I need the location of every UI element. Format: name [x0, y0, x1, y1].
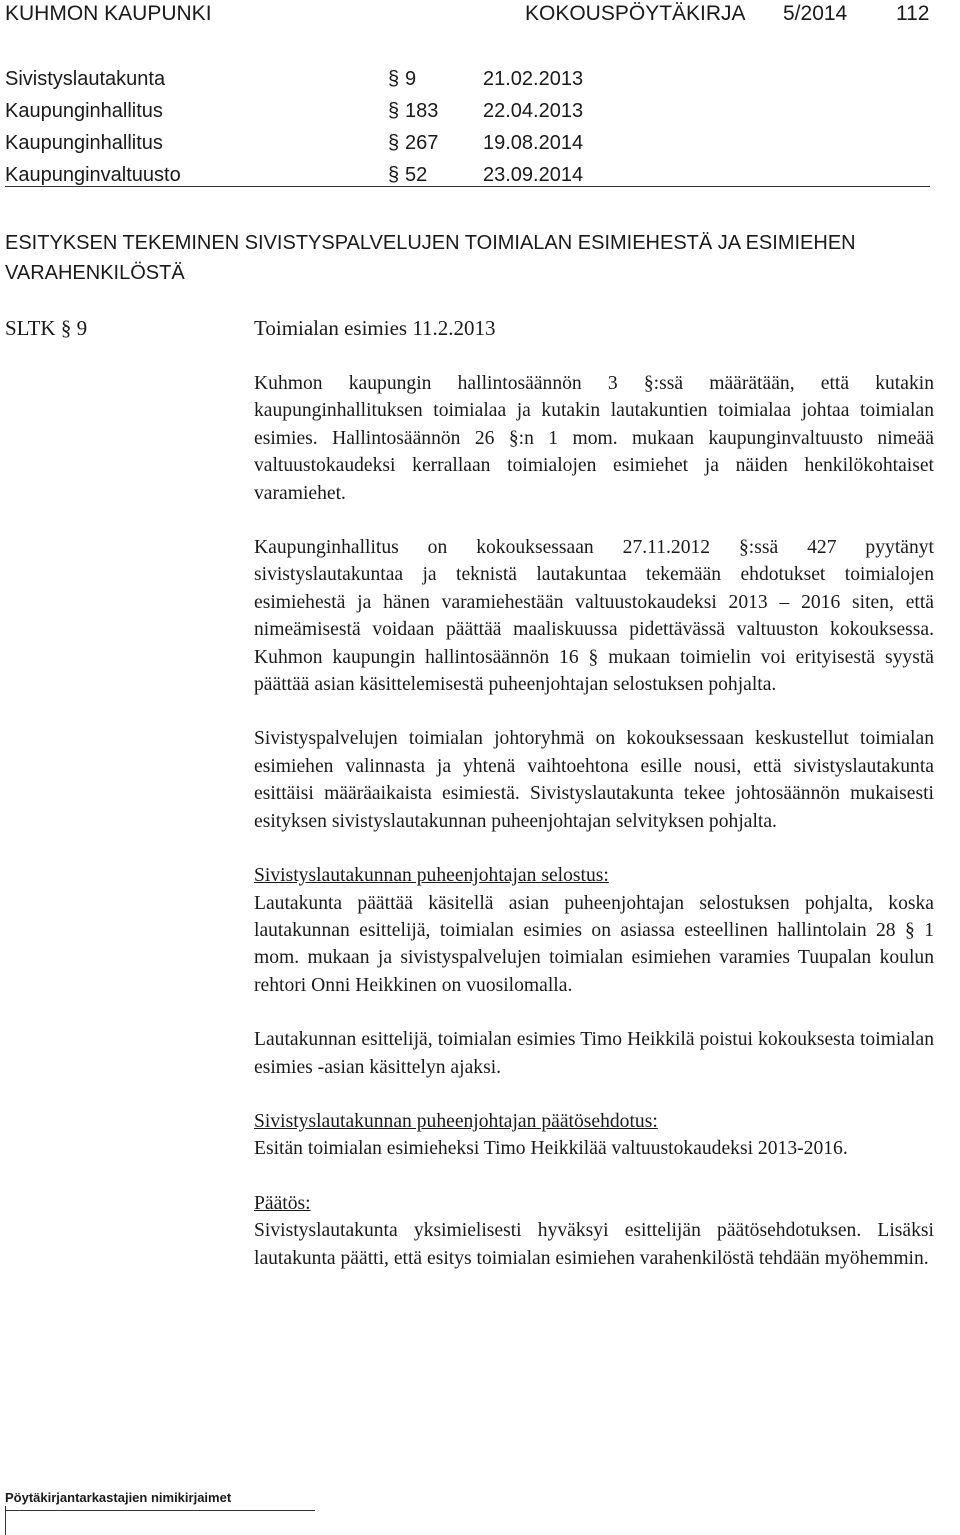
meeting-date: 23.09.2014 — [483, 164, 584, 186]
meeting-date: 21.02.2013 — [483, 68, 584, 90]
paragraph: Sivistyspalvelujen toimialan johtoryhmä on kokouksessaan keskustellut toimialan esimiehen valinnasta ja yhtenä vaihtoehtona esille nousi, että sivistyslautakunta esittäisi määräaikaista esimiestä. Sivistyslautakunta tekee johtosäännön mukaisesti esityksen sivistyslautakunnan puheenjohtajan selvityksen pohjalta. — [254, 728, 934, 832]
meeting-body: Kaupunginhallitus — [5, 100, 163, 122]
paragraph: Esitän toimialan esimieheksi Timo Heikkilää valtuustokaudeksi 2013-2016. — [254, 1138, 848, 1160]
meeting-date: 22.04.2013 — [483, 100, 584, 122]
meeting-row — [5, 127, 930, 159]
document-body — [254, 370, 934, 1272]
document-header — [5, 0, 933, 30]
paragraph: Lautakunnan esittelijä, toimialan esimies Timo Heikkilä poistui kokouksesta toimialan esimies -asian käsittelyn ajaksi. — [254, 1029, 934, 1078]
section-mark: § — [388, 164, 400, 186]
section-mark: § — [388, 132, 400, 154]
paragraph: Sivistyslautakunta yksimielisesti hyväksyi esittelijän päätösehdotuksen. Lisäksi lautakunta päätti, että esitys toimialan esimiehen varahenkilöstä tehdään myöhemmin. — [254, 1220, 934, 1269]
section-mark: § — [388, 100, 400, 122]
header-divider — [5, 186, 930, 187]
page-number: 112 — [896, 2, 930, 25]
meeting-body: Kaupunginvaltuusto — [5, 164, 181, 186]
signature-line — [5, 1510, 315, 1511]
section-number: 52 — [405, 164, 428, 186]
paragraph: Kuhmon kaupungin hallintosäännön 3 §:ssä määrätään, että kutakin kaupunginhallituksen toimialaa ja kutakin lautakuntien toimialaa johtaa toimialan esimies. Hallintosäännön 26 §:n 1 mom. mukaan kaupunginvaltuusto nimeää valtuustokaudeksi kerrallaan toimialojen esimiehet ja näiden henkilökohtaiset varamiehet. — [254, 373, 934, 504]
paragraph-heading: Päätös: — [254, 1192, 311, 1214]
signature-box-edge — [5, 1506, 6, 1535]
paragraph-heading: Sivistyslautakunnan puheenjohtajan selostus: — [254, 865, 609, 887]
paragraph: Kaupunginhallitus on kokouksessaan 27.11.2012 §:ssä 427 pyytänyt sivistyslautakuntaa ja teknistä lautakuntaa tekemään ehdotukset toimialojen esimiehestä ja hänen varamiehestään valtuustokaudeksi 2013 – 2016 siten, että nimeämisestä voidaan päättää maaliskuussa pidettävässä valtuuston kokouksessa. Kuhmon kaupungin hallintosäännön 16 § mukaan toimielin voi erityisestä syystä päättää asian käsittelemisestä puheenjohtajan selostuksen pohjalta. — [254, 537, 934, 696]
meeting-row — [5, 63, 930, 95]
meeting-date: 19.08.2014 — [483, 132, 584, 154]
paragraph-heading: Sivistyslautakunnan puheenjohtajan päätösehdotus: — [254, 1110, 658, 1132]
document-title: ESITYKSEN TEKEMINEN SIVISTYSPALVELUJEN TOIMIALAN ESIMIEHESTÄ JA ESIMIEHEN VARAHENKILÖSTÄ — [5, 232, 856, 284]
meeting-list — [5, 63, 930, 191]
section-mark: § — [388, 68, 400, 90]
section-label: SLTK § 9 — [5, 316, 88, 340]
section-number: 183 — [405, 100, 439, 122]
paragraph: Lautakunta päättää käsitellä asian puheenjohtajan selostuksen pohjalta, koska lautakunnan esittelijä, toimialan esimies on asiassa esteellinen hallintolain 28 § 1 mom. mukaan ja sivistyspalvelujen toimialan esimiehen varamies Tuupalan koulun rehtori Onni Heikkinen on vuosilomalla. — [254, 892, 934, 996]
document-type: KOKOUSPÖYTÄKIRJA — [525, 2, 746, 25]
section-number: 9 — [405, 68, 417, 90]
organization-name: KUHMON KAUPUNKI — [5, 2, 212, 25]
section-number: 267 — [405, 132, 439, 154]
signature-label: Pöytäkirjantarkastajien nimikirjaimet — [5, 1490, 232, 1505]
decision-title: Toimialan esimies 11.2.2013 — [254, 316, 496, 340]
meeting-body: Sivistyslautakunta — [5, 68, 166, 90]
signature-footer — [5, 1490, 315, 1511]
meeting-row — [5, 95, 930, 127]
meeting-body: Kaupunginhallitus — [5, 132, 163, 154]
issue-number: 5/2014 — [783, 2, 848, 25]
